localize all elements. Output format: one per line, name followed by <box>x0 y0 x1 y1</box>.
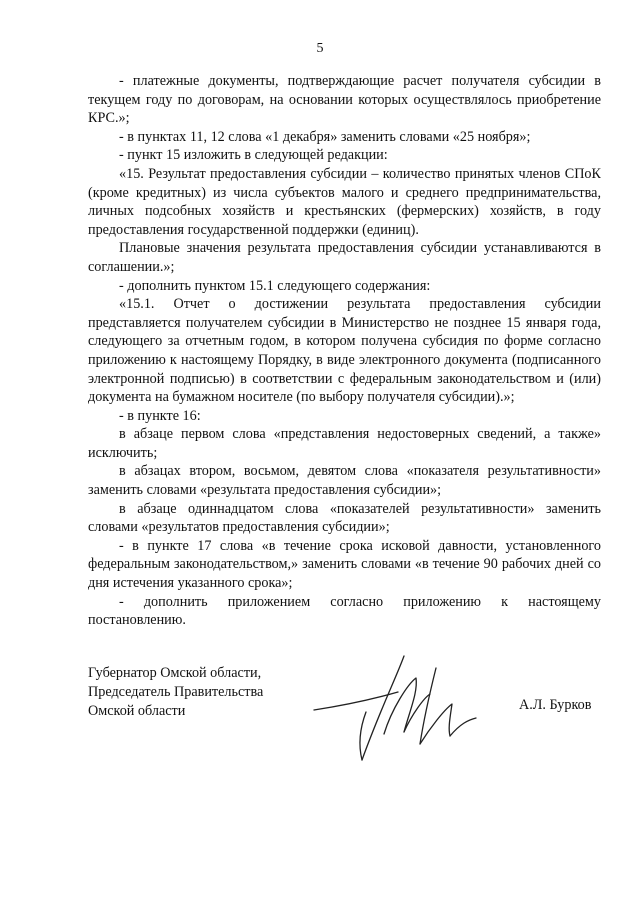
signatory-position-line: Омской области <box>88 703 186 719</box>
paragraph-point-16-intro: - в пункте 16: <box>119 407 201 424</box>
signatory-position-line: Губернатор Омской области, <box>88 665 262 681</box>
paragraph-point-15-intro: - пункт 15 изложить в следующей редакции: <box>119 147 388 164</box>
paragraph-point-15-text: «15. Результат предоставления субсидии – количество принятых членов СПоК (кроме кредитных) из числа субъектов малого и среднего предпринимательства, личных подсобных хозяйств и крестьянских (фермерских) хозяйств, в году предоставления государственной поддержки (единиц). <box>88 165 601 238</box>
paragraph-point-15-1-text: «15.1. Отчет о достижении результата предоставления субсидии представляется получателем субсидии в Министерство не позднее 15 января года, следующего за отчетным годом, в котором получена субсидия по форме согласно приложению к настоящему Порядку, в виде электронного документа (подписанного электронной подписью) в соответствии с федеральным законодательством и (или) документа на бумажном носителе (по выбору получателя субсидии).»; <box>88 296 601 406</box>
paragraph-point-15-1-intro: - дополнить пунктом 15.1 следующего содержания: <box>119 277 431 294</box>
paragraph-point-16-eleventh: в абзаце одиннадцатом слова «показателей результативности» заменить словами «результатов предоставления субсидии»; <box>88 500 601 536</box>
signatory-position <box>88 664 263 721</box>
document-body <box>88 72 601 630</box>
paragraph-appendix: - дополнить приложением согласно приложению к настоящему постановлению. <box>88 593 601 629</box>
paragraph-planned-values: Плановые значения результата предоставления субсидии устанавливаются в соглашении.»; <box>88 240 601 275</box>
paragraph-points-11-12: - в пунктах 11, 12 слова «1 декабря» заменить словами «25 ноября»; <box>119 128 531 145</box>
signatory-position-line: Председатель Правительства <box>88 684 264 700</box>
paragraph-point-16-first: в абзаце первом слова «представления недостоверных сведений, а также» исключить; <box>88 426 601 461</box>
signatory-name: А.Л. Бурков <box>519 697 592 713</box>
paragraph-point-16-second: в абзацах втором, восьмом, девятом слова «показателя результативности» заменить словами «результата предоставления субсидии»; <box>88 463 601 499</box>
paragraph-payment-documents: - платежные документы, подтверждающие расчет получателя субсидии в текущем году по договорам, на основании которых осуществлялось приобретение КРС.»; <box>88 73 601 127</box>
handwritten-signature <box>300 648 500 768</box>
paragraph-point-17: - в пункте 17 слова «в течение срока исковой давности, установленного федеральным законодательством,» заменить словами «в течение 90 рабочих дней со дня истечения указанного срока»; <box>88 537 601 592</box>
page-number: 5 <box>316 41 324 56</box>
